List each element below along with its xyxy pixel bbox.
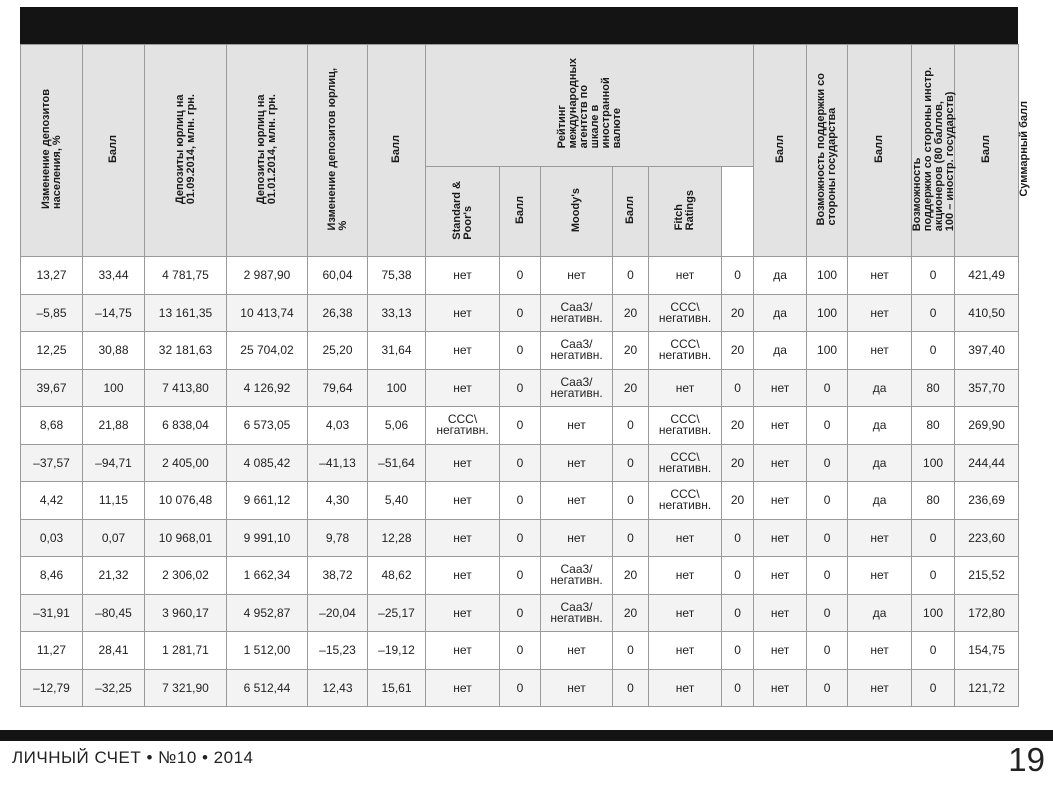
table-cell: 6 512,44 [227,669,308,707]
table-cell: нет [426,369,500,407]
table-cell: 0 [500,669,541,707]
header-shareholder-support: Возможность поддержки со стороны инстр. акционеров (80 баллов, 100 – иностр. государств) [912,45,955,257]
magazine-footer: ЛИЧНЫЙ СЧЕТ • №10 • 2014 [12,748,254,767]
table-cell: 8,46 [21,557,83,595]
table-row [21,407,1019,445]
table-cell: нет [541,519,613,557]
table-cell: нет [848,669,912,707]
table-cell: Caa3/ негативн. [541,294,613,332]
table-cell: 31,64 [368,332,426,370]
table-cell: 5,06 [368,407,426,445]
table-cell: 39,67 [21,369,83,407]
table-cell: нет [649,557,722,595]
table-cell: 0 [807,444,848,482]
table-cell: 32 181,63 [145,332,227,370]
table-cell: 26,38 [308,294,368,332]
table-cell: 20 [722,332,754,370]
table-cell: 80 [912,482,955,520]
table-cell: 20 [613,594,649,632]
table-cell: –19,12 [368,632,426,670]
table-cell: нет [754,519,807,557]
table-cell: 28,41 [83,632,145,670]
table-cell: 12,28 [368,519,426,557]
table-row [21,519,1019,557]
table-cell: 0 [912,519,955,557]
table-cell: 6 838,04 [145,407,227,445]
header-score: Балл [754,45,807,257]
table-cell: нет [541,482,613,520]
table-cell: 5,40 [368,482,426,520]
table-cell: нет [541,257,613,295]
table-cell: 6 573,05 [227,407,308,445]
table-cell: 0 [500,369,541,407]
table-cell: нет [426,594,500,632]
table-row [21,669,1019,707]
table-cell: 48,62 [368,557,426,595]
table-cell: Caa3/ негативн. [541,557,613,595]
table-cell: нет [848,332,912,370]
table-cell: нет [541,632,613,670]
table-row [21,332,1019,370]
table-cell: нет [649,632,722,670]
table-cell: 0 [500,294,541,332]
table-row [21,632,1019,670]
table-cell: 8,68 [21,407,83,445]
table-cell: нет [754,444,807,482]
table-cell: 4 952,87 [227,594,308,632]
table-cell: 21,32 [83,557,145,595]
table-cell: нет [754,669,807,707]
table-cell: 0 [500,557,541,595]
table-cell: 10 076,48 [145,482,227,520]
table-cell: CCC\ негативн. [649,294,722,332]
table-cell: нет [426,669,500,707]
table-cell: Caa3/ негативн. [541,332,613,370]
table-cell: 0 [500,632,541,670]
table-cell: нет [754,407,807,445]
top-header-bar [20,7,1018,44]
table-cell: –5,85 [21,294,83,332]
table-cell: 4 085,42 [227,444,308,482]
table-cell: 100 [912,444,955,482]
table-cell: нет [848,257,912,295]
table-cell: 269,90 [955,407,1019,445]
table-cell: 1 512,00 [227,632,308,670]
table-cell: 0 [500,407,541,445]
table-cell: 0 [912,557,955,595]
table-cell: 75,38 [368,257,426,295]
table-cell: –41,13 [308,444,368,482]
table-cell: 244,44 [955,444,1019,482]
table-cell: 0 [912,332,955,370]
table-cell: 2 405,00 [145,444,227,482]
table-cell: 1 662,34 [227,557,308,595]
table-cell: 154,75 [955,632,1019,670]
table-cell: 79,64 [308,369,368,407]
table-cell: 9 661,12 [227,482,308,520]
table-cell: 357,70 [955,369,1019,407]
table-cell: 100 [807,332,848,370]
table-cell: нет [848,294,912,332]
table-cell: 25 704,02 [227,332,308,370]
table-cell: 4,03 [308,407,368,445]
table-cell: 38,72 [308,557,368,595]
table-cell: 4,30 [308,482,368,520]
table-cell: 13,27 [21,257,83,295]
table-cell: нет [754,557,807,595]
table-cell: –51,64 [368,444,426,482]
table-cell: 0 [500,444,541,482]
table-cell: да [848,482,912,520]
header-corp-deposits-2014-01: Депозиты юрлиц на 01.01.2014, млн. грн. [227,45,308,257]
table-cell: 100 [807,257,848,295]
table-cell: 100 [83,369,145,407]
table-cell: нет [754,482,807,520]
table-cell: 0 [613,632,649,670]
table-cell: 2 306,02 [145,557,227,595]
header-moodys: Moody's [541,167,613,257]
header-fitch: Fitch Ratings [649,167,722,257]
table-row [21,294,1019,332]
table-cell: нет [649,369,722,407]
table-cell: нет [541,407,613,445]
table-cell: 25,20 [308,332,368,370]
table-cell: 0 [500,482,541,520]
table-cell: 4 781,75 [145,257,227,295]
table-cell: 0 [807,519,848,557]
table-cell: –15,23 [308,632,368,670]
table-cell: 12,43 [308,669,368,707]
table-cell: 4,42 [21,482,83,520]
table-cell: 15,61 [368,669,426,707]
table-cell: 0 [722,557,754,595]
table-cell: да [848,594,912,632]
table-cell: –25,17 [368,594,426,632]
table-cell: CCC\ негативн. [426,407,500,445]
table-cell: нет [426,444,500,482]
table-cell: 20 [722,407,754,445]
table-cell: 0 [722,519,754,557]
table-cell: 0 [807,594,848,632]
table-cell: нет [848,519,912,557]
table-container [20,44,1031,707]
table-cell: 20 [613,369,649,407]
table-cell: нет [754,369,807,407]
table-cell: 0,07 [83,519,145,557]
table-cell: 0 [613,257,649,295]
table-cell: 0 [722,257,754,295]
table-cell: 80 [912,407,955,445]
table-body [21,257,1019,707]
table-cell: Caa3/ негативн. [541,594,613,632]
table-cell: нет [426,257,500,295]
table-cell: 20 [613,557,649,595]
table-cell: 2 987,90 [227,257,308,295]
table-cell: 215,52 [955,557,1019,595]
table-cell: 60,04 [308,257,368,295]
table-cell: да [848,444,912,482]
table-cell: 30,88 [83,332,145,370]
table-cell: 1 281,71 [145,632,227,670]
table-cell: 0 [912,257,955,295]
table-cell: 0,03 [21,519,83,557]
table-cell: нет [426,557,500,595]
table-cell: 0 [722,594,754,632]
header-score: Балл [848,45,912,257]
table-cell: 0 [500,519,541,557]
table-cell: –20,04 [308,594,368,632]
table-cell: да [848,407,912,445]
header-sp: Standard & Poor's [426,167,500,257]
table-cell: 172,80 [955,594,1019,632]
table-cell: 0 [722,369,754,407]
table-row [21,257,1019,295]
table-cell: 0 [500,257,541,295]
table-cell: 0 [807,407,848,445]
table-cell: нет [848,632,912,670]
table-cell: нет [426,332,500,370]
table-cell: 100 [807,294,848,332]
table-cell: 7 321,90 [145,669,227,707]
table-cell: 20 [722,482,754,520]
table-cell: Caa3/ негативн. [541,369,613,407]
table-cell: 0 [912,632,955,670]
table-cell: CCC\ негативн. [649,332,722,370]
table-cell: нет [754,632,807,670]
table-cell: 0 [613,669,649,707]
table-cell: –12,79 [21,669,83,707]
table-cell: 0 [500,594,541,632]
table-cell: –80,45 [83,594,145,632]
header-state-support: Возможность поддержки со стороны государства [807,45,848,257]
table-cell: 7 413,80 [145,369,227,407]
table-cell: 3 960,17 [145,594,227,632]
table-cell: 13 161,35 [145,294,227,332]
table-cell: 0 [807,632,848,670]
table-cell: 0 [807,669,848,707]
table-cell: 0 [807,557,848,595]
table-cell: 0 [613,407,649,445]
header-score: Балл [613,167,649,257]
header-household-deposit-change: Изменение депозитов населения, % [21,45,83,257]
table-cell: 100 [368,369,426,407]
table-cell: 0 [807,482,848,520]
table-cell: –37,57 [21,444,83,482]
table-cell: 9,78 [308,519,368,557]
table-cell: 20 [722,444,754,482]
table-cell: нет [649,257,722,295]
table-cell: нет [426,482,500,520]
table-cell: 421,49 [955,257,1019,295]
table-cell: 11,15 [83,482,145,520]
table-cell: да [848,369,912,407]
bottom-bar [0,730,1053,741]
table-cell: 121,72 [955,669,1019,707]
table-cell: да [754,332,807,370]
table-row [21,369,1019,407]
header-score: Балл [500,167,541,257]
table-cell: 33,44 [83,257,145,295]
table-cell: нет [426,519,500,557]
table-cell: 21,88 [83,407,145,445]
table-cell: да [754,257,807,295]
table-cell: 410,50 [955,294,1019,332]
table-row [21,557,1019,595]
table-cell: 236,69 [955,482,1019,520]
table-cell: нет [848,557,912,595]
table-cell: –32,25 [83,669,145,707]
table-cell: 0 [613,519,649,557]
table-cell: 10 413,74 [227,294,308,332]
header-score: Балл [368,45,426,257]
table-cell: нет [426,294,500,332]
table-cell: 0 [613,444,649,482]
table-cell: 0 [722,669,754,707]
table-cell: 100 [912,594,955,632]
table-cell: –94,71 [83,444,145,482]
table-cell: 0 [912,669,955,707]
table-cell: CCC\ негативн. [649,407,722,445]
header-corp-deposit-change: Изменение депозитов юрлиц, % [308,45,368,257]
table-cell: 33,13 [368,294,426,332]
table-cell: CCC\ негативн. [649,444,722,482]
table-cell: –14,75 [83,294,145,332]
table-cell: –31,91 [21,594,83,632]
table-cell: 20 [722,294,754,332]
table-cell: нет [426,632,500,670]
bank-rating-table: Изменение депозитов населения, % Балл Депозиты юрлиц на 01.09.2014, млн. грн. Депозиты юрлиц на 01.01.2014, млн. грн. Изменение депозитов юрлиц, % Балл Рейтинг международных агентств по шкале в иностранной валюте Балл Возможность поддержки со стороны государства Балл Возможность поддержки со стороны инстр. акционеров (80 баллов, 100 – иностр. государств) Балл Суммарный балл Standard & Poor's Балл Moody's Балл Fitch Ratings 13,27 33,44 4 781,75 2 987,90 60,04 75,38 нет 0 нет 0 нет 0 да 100 нет 0 421,49 –5,85 –14,75 13 161,35 10 413,74 26,38 33,13 нет 0 Caa3/ негативн. 20 CCC\ негативн. 20 да 100 нет 0 410,50 12,25 30,88 32 181,63 25 704,02 25,20 31,64 нет 0 Caa3/ негативн. 20 CCC\ негативн. 20 да 100 нет 0 397,40 39,67 100 7 413,80 4 126,92 79,64 100 нет 0 Caa3/ негативн. 20 нет 0 нет 0 да 80 357,70 8,68 21,88 6 838,04 6 573,05 4,03 5,06 CCC\ негативн. 0 нет 0 CCC\ негативн. 20 нет 0 да 80 269,90 –37,57 –94,71 2 405,00 4 085,42 –41,13 –51,64 нет 0 нет 0 CCC\ негативн. 20 нет 0 да 100 244,44 4,42 11,15 10 076,48 9 661,12 4,30 5,40 нет 0 нет 0 CCC\ негативн. 20 нет 0 да 80 236,69 0,03 0,07 10 968,01 9 991,10 9,78 12,28 нет 0 нет 0 нет 0 нет 0 нет 0 223,60 8,46 21,32 2 306,02 1 662,34 38,72 48,62 нет 0 Caa3/ негативн. 20 нет 0 нет 0 нет 0 215,52 –31,91 –80,45 3 960,17 4 952,87 –20,04 –25,17 нет 0 Caa3/ негативн. 20 нет 0 нет 0 да 100 172,80 11,27 28,41 1 281,71 1 512,00 –15,23 –19,12 нет 0 нет 0 нет 0 нет 0 нет 0 154,75 –12,79 –32,25 7 321,90 6 512,44 12,43 15,61 нет 0 нет 0 нет 0 нет 0 нет 0 121,72 [20,44,1019,707]
table-cell: 20 [613,294,649,332]
table-cell: 0 [912,294,955,332]
table-cell: 80 [912,369,955,407]
table-row [21,482,1019,520]
table-cell: да [754,294,807,332]
table-cell: нет [649,669,722,707]
table-cell: 10 968,01 [145,519,227,557]
table-cell: 0 [500,332,541,370]
table-cell: нет [541,669,613,707]
table-cell: 397,40 [955,332,1019,370]
table-cell: 0 [807,369,848,407]
table-cell: 20 [613,332,649,370]
table-cell: 12,25 [21,332,83,370]
table-cell: CCC\ негативн. [649,482,722,520]
header-corp-deposits-2014-09: Депозиты юрлиц на 01.09.2014, млн. грн. [145,45,227,257]
header-score: Балл [955,45,1019,257]
table-row [21,594,1019,632]
page-number: 19 [1008,741,1045,778]
table-cell: нет [649,594,722,632]
table-cell: 0 [722,632,754,670]
header-ratings-group: Рейтинг международных агентств по шкале в иностранной валюте [426,45,754,167]
table-row [21,444,1019,482]
table-cell: 0 [613,482,649,520]
header-score: Балл [83,45,145,257]
table-cell: нет [754,594,807,632]
table-cell: 9 991,10 [227,519,308,557]
table-cell: 4 126,92 [227,369,308,407]
table-cell: 223,60 [955,519,1019,557]
table-cell: нет [541,444,613,482]
table-cell: 11,27 [21,632,83,670]
table-cell: нет [649,519,722,557]
